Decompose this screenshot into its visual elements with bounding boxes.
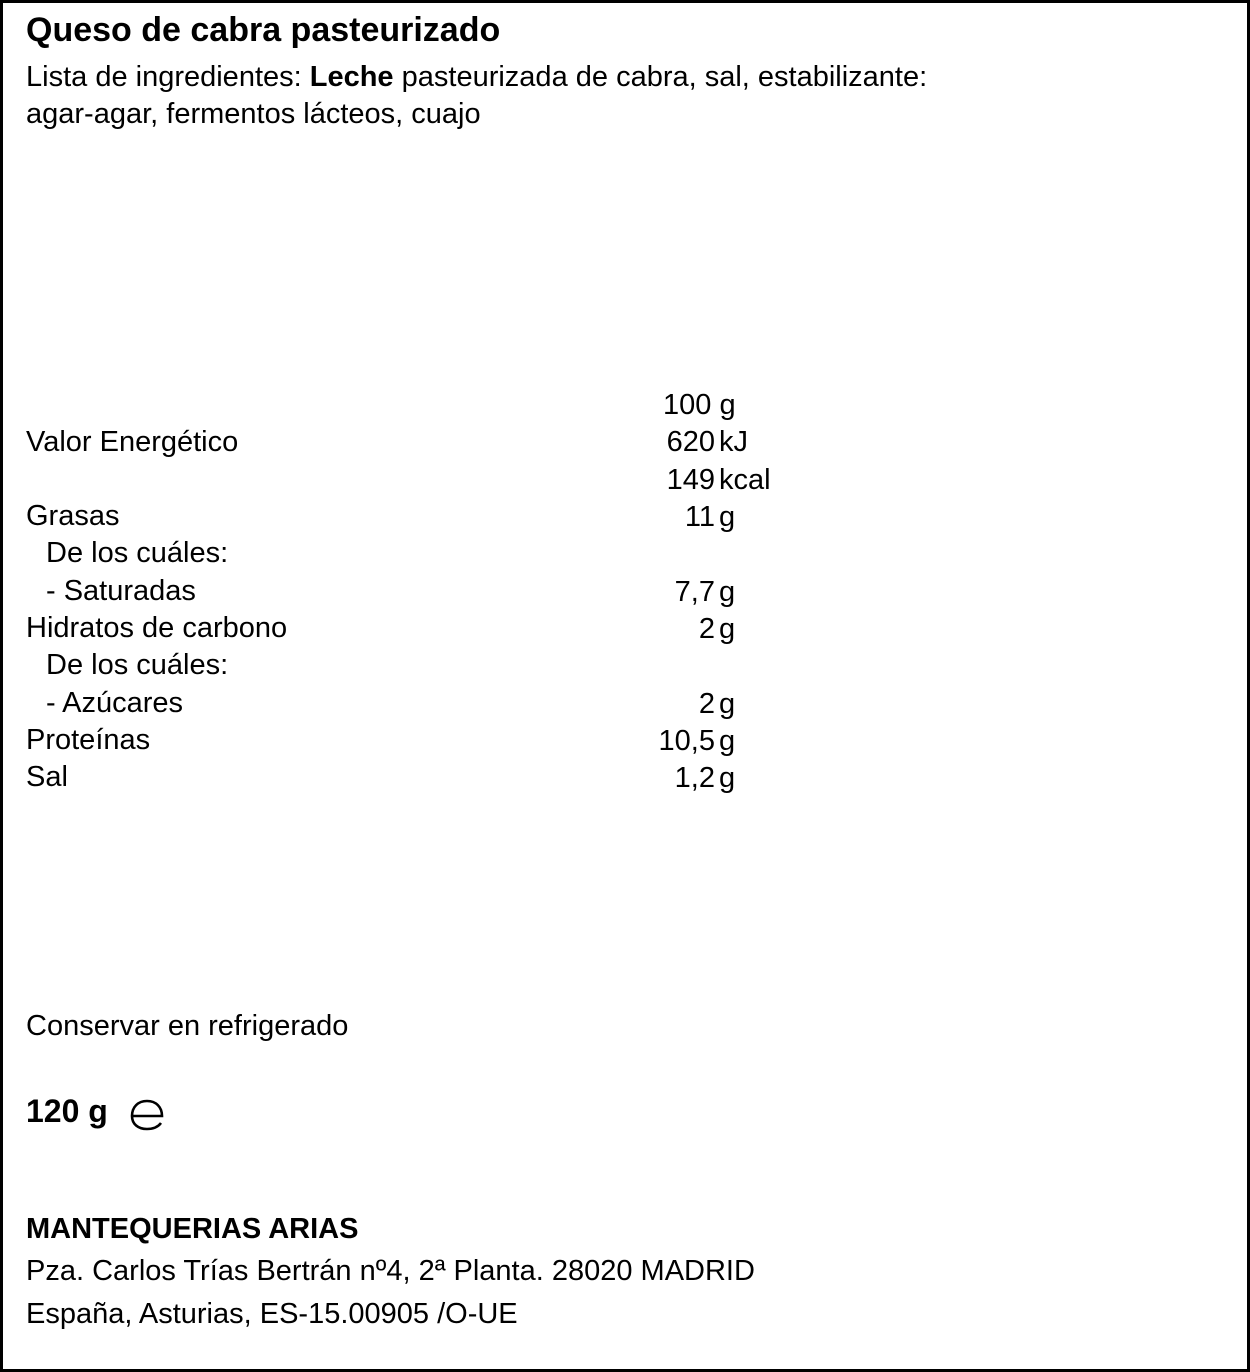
nutrition-unit-protein: g	[719, 725, 736, 757]
nutrition-value-energy-kcal: 149	[666, 464, 715, 496]
nutrition-label-salt: Sal	[26, 761, 68, 793]
nutrition-unit-saturated: g	[719, 576, 736, 608]
nutrition-label-of-which-carbs: De los cuáles:	[46, 649, 229, 681]
nutrition-value-sugars: 2	[698, 688, 715, 720]
nutrition-label-sugars: - Azúcares	[46, 687, 183, 719]
nutrition-value-protein: 10,5	[658, 725, 715, 757]
nutrition-value-energy-kj: 620	[666, 426, 715, 458]
product-title: Queso de cabra pasteurizado	[26, 11, 501, 49]
nutrition-unit-kcal: kcal	[719, 464, 771, 496]
ingredients-prefix: Lista de ingredientes:	[26, 61, 310, 93]
nutrition-label-energy: Valor Energético	[26, 426, 239, 458]
nutrition-unit-sugars: g	[719, 688, 736, 720]
ingredients-allergen: Leche	[309, 61, 394, 93]
ingredients-line-2: agar-agar, fermentos lácteos, cuajo	[26, 98, 481, 130]
company-name: MANTEQUERIAS ARIAS	[26, 1213, 359, 1245]
nutrition-unit-kj: kJ	[719, 426, 748, 458]
storage-instructions: Conservar en refrigerado	[26, 1010, 349, 1042]
nutrition-label-fat: Grasas	[26, 500, 120, 532]
ingredients-rest: pasteurizada de cabra, sal, estabilizante:	[393, 61, 928, 93]
nutrition-label-protein: Proteínas	[26, 724, 151, 756]
ingredients-line-1	[26, 60, 927, 94]
nutrition-value-carbs: 2	[698, 613, 715, 645]
company-address-line-2: España, Asturias, ES-15.00905 /O-UE	[26, 1298, 518, 1330]
nutrition-value-fat: 11	[684, 501, 715, 533]
estimated-e-icon	[129, 1097, 165, 1131]
nutrition-label-saturated: - Saturadas	[46, 575, 196, 607]
nutrition-label-of-which-fat: De los cuáles:	[46, 537, 229, 569]
nutrition-unit-salt: g	[719, 762, 736, 794]
nutrition-label-carbs: Hidratos de carbono	[26, 612, 288, 644]
nutrition-value-saturated: 7,7	[674, 576, 715, 608]
nutrition-value-salt: 1,2	[674, 762, 715, 794]
nutrition-unit-carbs: g	[719, 613, 736, 645]
nutrition-unit-fat: g	[719, 501, 736, 533]
net-weight: 120 g	[26, 1093, 108, 1129]
company-address-line-1: Pza. Carlos Trías Bertrán nº4, 2ª Planta. 28020 MADRID	[26, 1255, 755, 1287]
nutrition-per-header: 100 g	[663, 389, 736, 421]
